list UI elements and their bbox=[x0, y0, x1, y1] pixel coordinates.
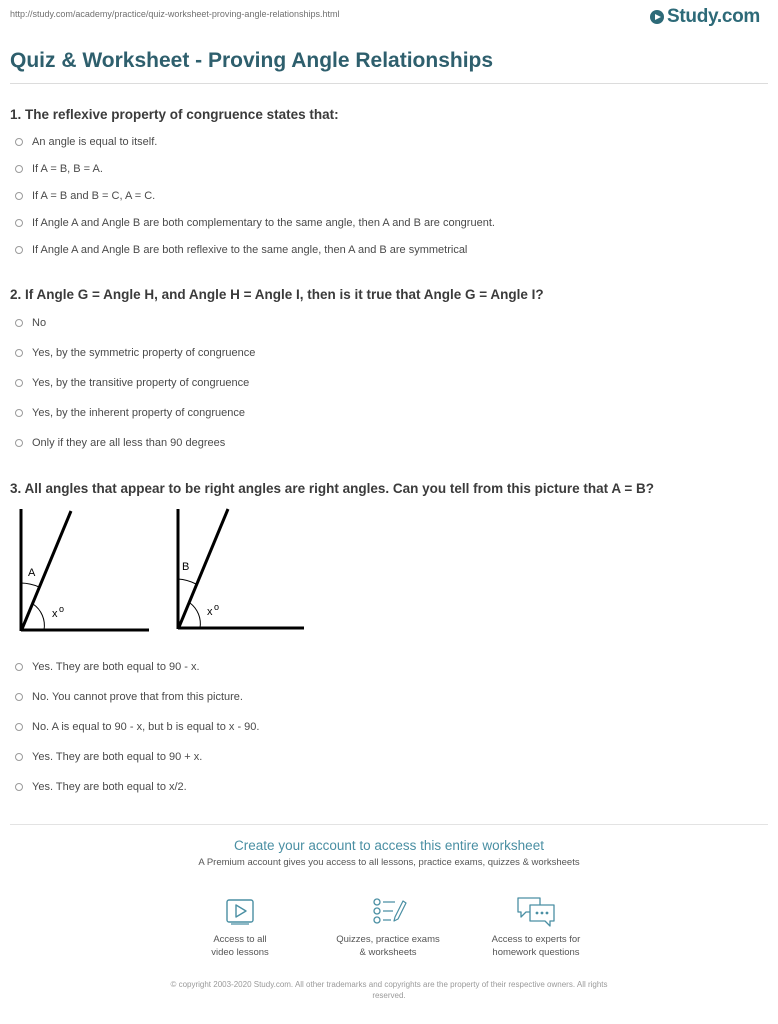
play-circle-icon bbox=[650, 10, 664, 24]
chat-bubbles-icon bbox=[514, 893, 558, 929]
question-1-text: 1. The reflexive property of congruence states that: bbox=[10, 107, 339, 122]
page-url: http://study.com/academy/practice/quiz-worksheet-proving-angle-relationships.html bbox=[10, 9, 340, 19]
angle-a-arc bbox=[21, 583, 39, 587]
angle-figure bbox=[8, 505, 318, 635]
angle-x-label-left: x bbox=[52, 608, 58, 620]
q1-option-5[interactable] bbox=[15, 244, 467, 256]
option-label: Only if they are all less than 90 degrees bbox=[32, 437, 226, 449]
q1-option-4[interactable] bbox=[15, 217, 495, 229]
q1-option-2[interactable] bbox=[15, 163, 103, 175]
radio-button[interactable] bbox=[15, 693, 23, 701]
option-label: If A = B and B = C, A = C. bbox=[32, 190, 156, 202]
radio-button[interactable] bbox=[15, 753, 23, 761]
radio-button[interactable] bbox=[15, 439, 23, 447]
q2-option-3[interactable] bbox=[15, 377, 249, 389]
q2-option-5[interactable] bbox=[15, 437, 225, 449]
page-title: Quiz & Worksheet - Proving Angle Relationships bbox=[10, 49, 494, 72]
option-label: Yes. They are both equal to 90 + x. bbox=[32, 751, 203, 763]
option-label: Yes, by the transitive property of congruence bbox=[32, 377, 250, 389]
q3-option-1[interactable] bbox=[15, 661, 200, 673]
copyright-notice bbox=[140, 979, 638, 1001]
q3-option-4[interactable] bbox=[15, 751, 202, 763]
feature-label-line1: Access to all bbox=[213, 934, 267, 945]
radio-button[interactable] bbox=[15, 723, 23, 731]
radio-button[interactable] bbox=[15, 319, 23, 327]
q2-option-1[interactable] bbox=[15, 317, 46, 329]
radio-button[interactable] bbox=[15, 138, 23, 146]
title-divider bbox=[10, 83, 768, 84]
q1-option-1[interactable] bbox=[15, 136, 157, 148]
angle-a-label: A bbox=[28, 567, 36, 579]
q3-option-5[interactable] bbox=[15, 781, 187, 793]
option-label: No bbox=[32, 317, 47, 329]
option-label: No. A is equal to 90 - x, but b is equal to x - 90. bbox=[32, 721, 260, 733]
video-play-icon bbox=[222, 893, 258, 929]
feature-experts[interactable] bbox=[466, 893, 606, 959]
feature-label-line2: homework questions bbox=[492, 947, 580, 958]
radio-button[interactable] bbox=[15, 663, 23, 671]
radio-button[interactable] bbox=[15, 783, 23, 791]
angle-x-arc-left bbox=[33, 604, 44, 630]
option-label: If Angle A and Angle B are both reflexive to the same angle, then A and B are symmetrical bbox=[32, 244, 468, 256]
radio-button[interactable] bbox=[15, 349, 23, 357]
option-label: No. You cannot prove that from this picture. bbox=[32, 691, 243, 703]
angle-b-label: B bbox=[182, 561, 190, 573]
copyright-line1: © copyright 2003-2020 Study.com. All other trademarks and copyrights are the property of their respective owners. All rights bbox=[170, 980, 608, 989]
option-label: Yes, by the symmetric property of congruence bbox=[32, 347, 256, 359]
option-label: Yes. They are both equal to 90 - x. bbox=[32, 661, 200, 673]
radio-button[interactable] bbox=[15, 246, 23, 254]
q3-option-3[interactable] bbox=[15, 721, 259, 733]
question-3-text: 3. All angles that appear to be right angles are right angles. Can you tell from this picture that A = B? bbox=[10, 481, 654, 496]
option-label: An angle is equal to itself. bbox=[32, 136, 158, 148]
option-label: If A = B, B = A. bbox=[32, 163, 103, 175]
footer-divider bbox=[10, 824, 768, 825]
q3-option-2[interactable] bbox=[15, 691, 243, 703]
radio-button[interactable] bbox=[15, 165, 23, 173]
feature-quizzes[interactable] bbox=[318, 893, 458, 959]
radio-button[interactable] bbox=[15, 409, 23, 417]
option-label: Yes. They are both equal to x/2. bbox=[32, 781, 187, 793]
radio-button[interactable] bbox=[15, 219, 23, 227]
option-label: If Angle A and Angle B are both complementary to the same angle, then A and B are congruent. bbox=[32, 217, 495, 229]
study-logo[interactable] bbox=[650, 6, 760, 28]
left-angle-diagram bbox=[21, 509, 149, 631]
angle-x-label-right: x bbox=[207, 606, 213, 618]
degree-mark-right: o bbox=[214, 602, 220, 612]
feature-label-line1: Quizzes, practice exams bbox=[336, 934, 440, 945]
radio-button[interactable] bbox=[15, 379, 23, 387]
quiz-checklist-icon bbox=[368, 893, 408, 929]
cta-title[interactable]: Create your account to access this entire worksheet bbox=[234, 838, 544, 853]
angle-x-arc-right bbox=[190, 603, 200, 628]
option-label: Yes, by the inherent property of congruence bbox=[32, 407, 246, 419]
cta-subtitle: A Premium account gives you access to all lessons, practice exams, quizzes & worksheets bbox=[198, 857, 580, 868]
q1-option-3[interactable] bbox=[15, 190, 155, 202]
logo-text: Study.com bbox=[666, 6, 760, 27]
q2-option-2[interactable] bbox=[15, 347, 255, 359]
feature-label-line1: Access to experts for bbox=[491, 934, 581, 945]
feature-video-lessons[interactable] bbox=[170, 893, 310, 959]
question-2-text: 2. If Angle G = Angle H, and Angle H = Angle I, then is it true that Angle G = Angle I? bbox=[10, 287, 544, 302]
feature-label-line2: & worksheets bbox=[359, 947, 417, 958]
angle-b-arc bbox=[178, 579, 196, 584]
degree-mark-left: o bbox=[59, 604, 65, 614]
right-angle-diagram bbox=[178, 509, 304, 629]
q2-option-4[interactable] bbox=[15, 407, 245, 419]
feature-label-line2: video lessons bbox=[211, 947, 269, 958]
copyright-line2: reserved. bbox=[372, 991, 406, 1000]
radio-button[interactable] bbox=[15, 192, 23, 200]
